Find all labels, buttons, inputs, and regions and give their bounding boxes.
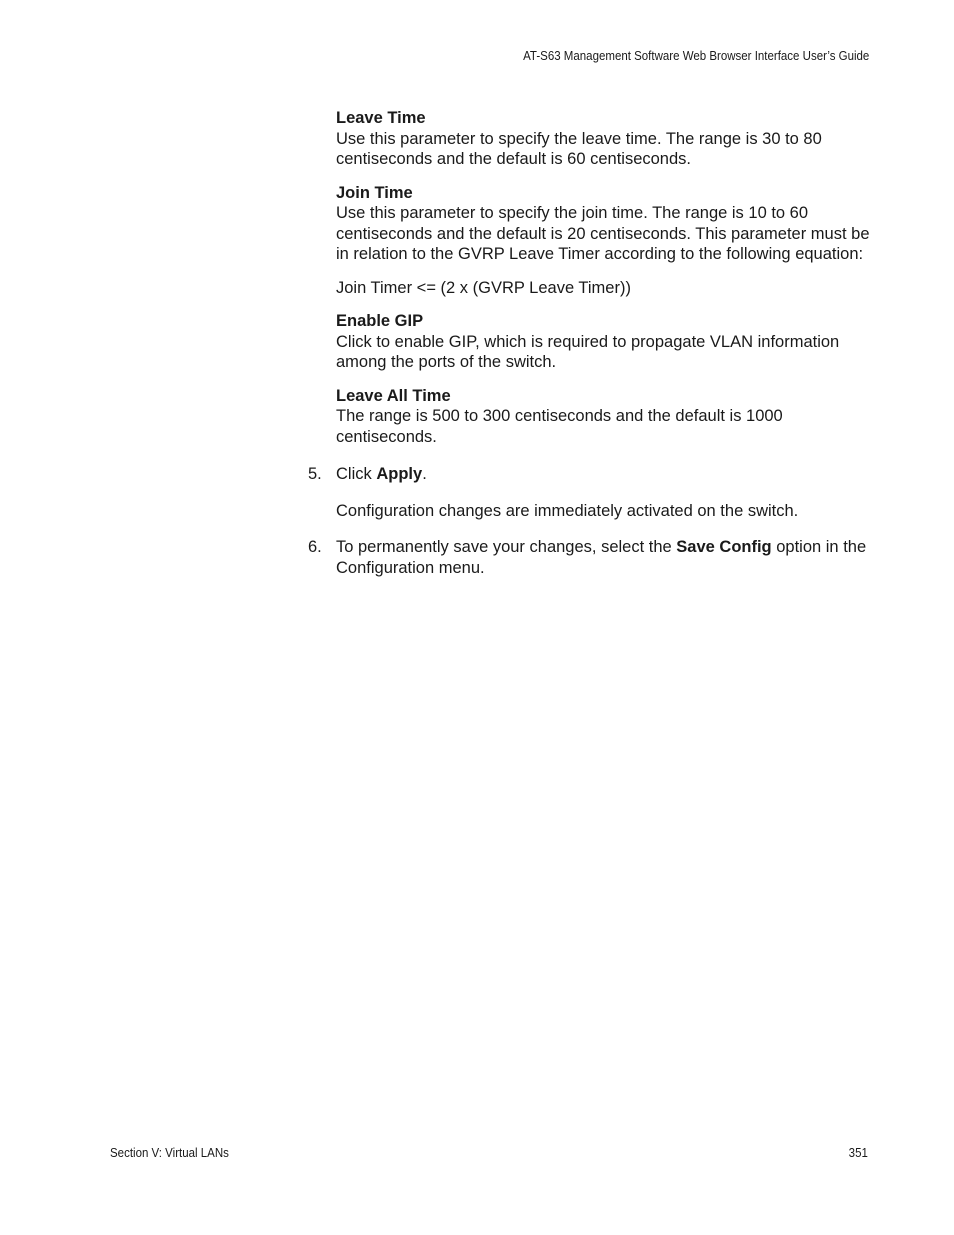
param-title: Join Time (336, 183, 413, 202)
param-title: Enable GIP (336, 312, 424, 330)
join-timer-equation: Join Timer <= (2 x (GVRP Leave Timer)) (336, 278, 631, 297)
step-emphasis-apply: Apply (376, 465, 423, 483)
step-number: 5. (308, 465, 322, 483)
param-leave-all-time (336, 386, 876, 448)
param-description: Use this parameter to specify the join time. The range is 10 to 60 centiseconds and the default is 20 centiseconds. This parameter must be in relation to the GVRP Leave Timer according to the following equation: (336, 204, 870, 263)
footer-section: Section V: Virtual LANs (110, 1146, 229, 1160)
step-emphasis-save-config: Save Config (676, 538, 772, 556)
step-text-prefix: Click (336, 465, 377, 483)
param-join-time (336, 183, 876, 265)
step-text-prefix: To permanently save your changes, select the (336, 538, 677, 556)
step-text (336, 538, 866, 577)
param-description: The range is 500 to 300 centiseconds and the default is 1000 centiseconds. (336, 407, 783, 446)
param-title: Leave Time (336, 109, 426, 127)
step-6 (308, 537, 876, 578)
step-number: 6. (308, 538, 322, 556)
step-text-suffix: option in the Configuration menu. (336, 538, 867, 577)
step-5 (308, 464, 876, 521)
document-body (308, 108, 876, 578)
param-enable-gip (336, 311, 876, 373)
param-leave-time (336, 108, 876, 170)
footer-page-number: 351 (848, 1146, 868, 1160)
step-text-suffix: . (422, 465, 427, 483)
param-description: Click to enable GIP, which is required to propagate VLAN information among the ports of the switch. (336, 332, 840, 371)
step-note: Configuration changes are immediately activated on the switch. (336, 501, 799, 520)
param-description: Use this parameter to specify the leave time. The range is 30 to 80 centiseconds and the default is 60 centiseconds. (336, 129, 822, 168)
running-header: AT-S63 Management Software Web Browser Interface User’s Guide (522, 49, 869, 63)
step-text (336, 465, 427, 483)
param-title: Leave All Time (336, 386, 451, 405)
